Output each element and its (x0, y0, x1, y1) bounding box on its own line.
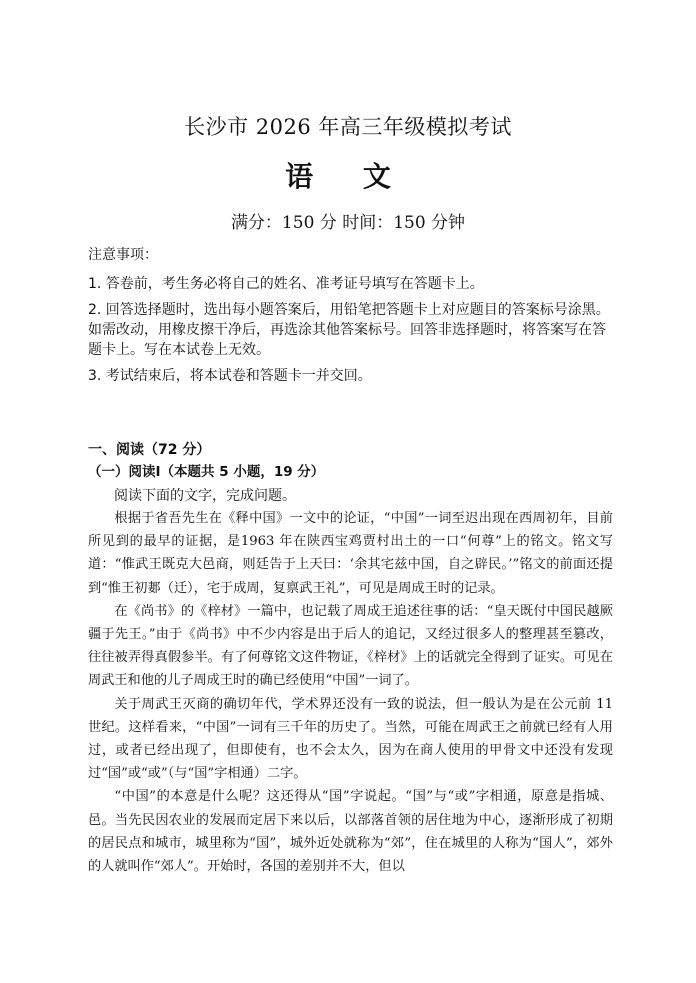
note-item: 1. 答卷前，考生务必将自己的姓名、准考证号填写在答题卡上。 (88, 276, 484, 292)
note-item: 2. 回答选择题时，选出每小题答案后，用铅笔把答题卡上对应题目的答案标号涂黑。如需改动，用橡皮擦干净后，再选涂其他答案标号。回答非选择题时，将答案写在答题卡上。写在本试卷上无效。 (88, 302, 610, 358)
passage-paragraph: 在《尚书》的《梓材》一篇中，也记载了周成王追述往事的话：“皇天既付中国民越厥疆于先王。”由于《尚书》中不少内容是出于后人的追记，又经过很多人的整理甚至篡改，往往被弄得真假参半。有了何尊铭文这件物证，《梓材》上的话就完全得到了证实。可见在周武王和他的儿子周成王时的确已经使用“中国”一词了。 (88, 603, 613, 689)
score-time-line: 满分：150 分 时间：150 分钟 (230, 213, 466, 233)
notes-title: 注意事项： (88, 247, 158, 263)
note-item: 3. 考试结束后，将本试卷和答题卡一并交回。 (88, 368, 372, 384)
reading-passage (88, 507, 613, 878)
passage-paragraph: “中国”的本意是什么呢？这还得从“国”字说起。“国”与“或”字相通，原意是指城、邑。当先民因农业的发展而定居下来以后，以部落首领的居住地为中心，逐渐形成了初期的居民点和城市，城里称为“国”，城外近处就称为“郊”，住在城里的人称为“国人”，郊外的人就叫作“郊人”。开始时，各国的差别并不大，但以 (88, 789, 613, 875)
section-heading: 一、阅读（72 分） (88, 442, 211, 458)
passage-paragraph: 关于周武王灭商的确切年代，学术界还没有一致的说法，但一般认为是在公元前 11 世纪。这样看来，“中国”一词有三千年的历史了。当然，可能在周武王之前就已经有人用过，或者已经出现了，但即使有，也不会太久，因为在商人使用的甲骨文中还没有发现过“国”或“或”（与“国”字相通）二字。 (88, 696, 613, 782)
exam-title: 长沙市 2026 年高三年级模拟考试 (184, 115, 512, 139)
instruction: 阅读下面的文字，完成问题。 (114, 488, 296, 504)
notes-block (88, 245, 618, 392)
reading-section (88, 440, 618, 506)
passage-paragraph: 根据于省吾先生在《释中国》一文中的论证，“中国”一词至迟出现在西周初年，目前所见到的最早的证据，是1963 年在陕西宝鸡贾村出土的一口“何尊”上的铭文。铭文写道：“惟武王既克大邑商，则廷告于上天曰：‘余其宅兹中国，自之辟民。’”铭文的前面还提到“惟王初郪（迁），宅于成周，复禀武王礼”，可见是周成王时的记录。 (88, 511, 613, 596)
subsection-heading: （一）阅读Ⅰ（本题共 5 小题，19 分） (88, 464, 325, 480)
subject-title: 语 文 (285, 160, 411, 193)
